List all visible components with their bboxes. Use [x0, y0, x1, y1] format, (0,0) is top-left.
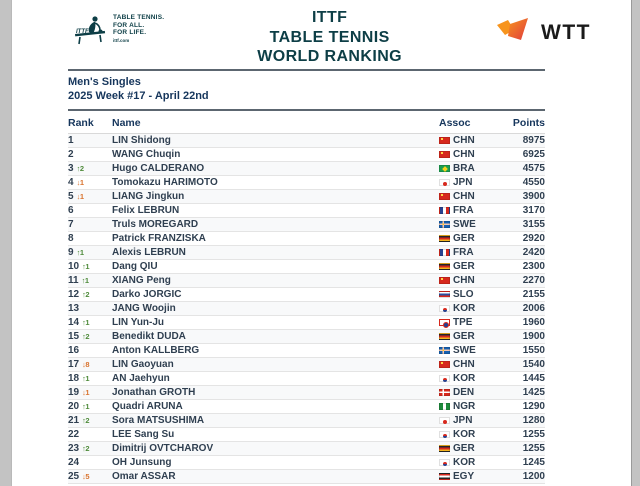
table-row: [68, 456, 545, 470]
assoc-code: GER: [453, 331, 475, 342]
points-value: 3170: [522, 205, 545, 216]
rank-move: ↓1: [82, 388, 90, 397]
rank-value: 4: [68, 177, 74, 188]
rank-value: 1: [68, 135, 74, 146]
table-row: [68, 386, 545, 400]
table-row: [68, 218, 545, 232]
column-header-name: Name: [112, 117, 141, 129]
flag-kor-icon: [439, 305, 450, 312]
points-value: 3155: [522, 219, 545, 230]
rank-value: 6: [68, 205, 74, 216]
rank-move: ↑2: [82, 416, 90, 425]
table-row: [68, 204, 545, 218]
flag-chn-icon: [439, 137, 450, 144]
table-header-row: [68, 111, 545, 134]
rank-move: ↑1: [82, 402, 90, 411]
assoc-code: CHN: [453, 359, 475, 370]
wtt-logo: [495, 16, 591, 49]
flag-kor-icon: [439, 459, 450, 466]
table-row: [68, 428, 545, 442]
points-value: 2270: [522, 275, 545, 286]
rank-move: ↓1: [76, 178, 84, 187]
flag-ger-icon: [439, 235, 450, 242]
ranking-rows: [68, 134, 545, 484]
rank-value: 3: [68, 163, 74, 174]
player-name: Jonathan GROTH: [112, 387, 196, 398]
player-name: Felix LEBRUN: [112, 205, 180, 216]
rank-value: 11: [68, 275, 79, 286]
flag-kor-icon: [439, 375, 450, 382]
flag-chn-icon: [439, 277, 450, 284]
flag-jpn-icon: [439, 179, 450, 186]
assoc-code: KOR: [453, 457, 476, 468]
flag-swe-icon: [439, 221, 450, 228]
rank-move: ↑1: [82, 318, 90, 327]
assoc-code: CHN: [453, 191, 475, 202]
table-row: [68, 274, 545, 288]
rank-move: ↑1: [81, 276, 89, 285]
rank-move: ↑1: [82, 262, 90, 271]
points-value: 1245: [522, 457, 545, 468]
assoc-code: NGR: [453, 401, 476, 412]
rank-move: ↑2: [82, 290, 90, 299]
rank-value: 17: [68, 359, 80, 370]
rank-value: 2: [68, 149, 74, 160]
assoc-code: SWE: [453, 219, 476, 230]
rank-value: 7: [68, 219, 74, 230]
table-row: [68, 372, 545, 386]
player-name: Anton KALLBERG: [112, 345, 200, 356]
week-label: 2025 Week #17 - April 22nd: [68, 90, 209, 102]
table-row: [68, 330, 545, 344]
assoc-code: EGY: [453, 471, 475, 482]
points-value: 1280: [522, 415, 545, 426]
points-value: 2155: [522, 289, 545, 300]
flag-ger-icon: [439, 445, 450, 452]
points-value: 1255: [522, 429, 545, 440]
player-name: Dang QIU: [112, 261, 158, 272]
points-value: 2300: [522, 261, 545, 272]
flag-swe-icon: [439, 347, 450, 354]
table-row: [68, 176, 545, 190]
ranking-subheader: [68, 71, 545, 109]
points-value: 1960: [522, 317, 545, 328]
flag-fra-icon: [439, 249, 450, 256]
rank-value: 22: [68, 429, 80, 440]
player-name: LEE Sang Su: [112, 429, 175, 440]
rank-move: ↓1: [76, 192, 84, 201]
player-name: Hugo CALDERANO: [112, 163, 205, 174]
player-name: WANG Chuqin: [112, 149, 181, 160]
rank-value: 14: [68, 317, 80, 328]
assoc-code: GER: [453, 233, 475, 244]
table-row: [68, 358, 545, 372]
ittf-tagline-line: TABLE TENNIS.: [113, 14, 165, 21]
rank-value: 10: [68, 261, 80, 272]
rank-value: 19: [68, 387, 80, 398]
event-title: Men's Singles: [68, 76, 141, 88]
player-name: Darko JORGIC: [112, 289, 182, 300]
table-row: [68, 288, 545, 302]
assoc-code: GER: [453, 261, 475, 272]
assoc-code: FRA: [453, 247, 474, 258]
assoc-code: KOR: [453, 429, 476, 440]
flag-kor-icon: [439, 431, 450, 438]
player-name: JANG Woojin: [112, 303, 176, 314]
player-name: Omar ASSAR: [112, 471, 176, 482]
title-line-1: ITTF: [311, 9, 348, 26]
table-row: [68, 134, 545, 148]
flag-bra-icon: [439, 165, 450, 172]
page-header: [12, 0, 631, 64]
title-line-2: TABLE TENNIS: [269, 28, 390, 46]
flag-slo-icon: [439, 291, 450, 298]
table-row: [68, 162, 545, 176]
points-value: 2420: [522, 247, 545, 258]
column-header-assoc: Assoc: [439, 117, 471, 129]
page-title: [257, 8, 402, 67]
flag-den-icon: [439, 389, 450, 396]
flag-ger-icon: [439, 333, 450, 340]
player-name: AN Jaehyun: [112, 373, 170, 384]
player-name: LIN Yun-Ju: [112, 317, 165, 328]
player-name: LIN Gaoyuan: [112, 359, 174, 370]
assoc-code: GER: [453, 443, 475, 454]
rank-value: 13: [68, 303, 80, 314]
assoc-code: KOR: [453, 373, 476, 384]
flag-tpe-icon: [439, 319, 450, 326]
player-name: Quadri ARUNA: [112, 401, 183, 412]
rank-value: 20: [68, 401, 80, 412]
assoc-code: SLO: [453, 289, 474, 300]
points-value: 2920: [522, 233, 545, 244]
assoc-code: JPN: [453, 415, 473, 426]
ranking-card: [11, 0, 632, 486]
table-row: [68, 190, 545, 204]
rank-value: 18: [68, 373, 80, 384]
rank-move: ↓5: [82, 472, 90, 481]
player-name: LIN Shidong: [112, 135, 171, 146]
ittf-url-text: ittf.com: [113, 37, 130, 43]
table-row: [68, 246, 545, 260]
rank-move: ↑1: [82, 374, 90, 383]
ittf-tagline-line: FOR LIFE.: [113, 29, 147, 36]
flag-chn-icon: [439, 193, 450, 200]
table-row: [68, 344, 545, 358]
points-value: 1445: [522, 373, 545, 384]
table-row: [68, 400, 545, 414]
flag-jpn-icon: [439, 417, 450, 424]
flag-ger-icon: [439, 263, 450, 270]
player-name: XIANG Peng: [112, 275, 171, 286]
svg-text:ITTF: ITTF: [76, 29, 89, 35]
table-row: [68, 260, 545, 274]
ittf-tagline-line: FOR ALL.: [113, 21, 145, 29]
player-name: Benedikt DUDA: [112, 331, 186, 342]
rank-value: 21: [68, 415, 80, 426]
rank-value: 5: [68, 191, 74, 202]
points-value: 1900: [522, 331, 545, 342]
points-value: 4550: [522, 177, 545, 188]
flag-chn-icon: [439, 151, 450, 158]
rank-move: ↑2: [76, 164, 84, 173]
points-value: 8975: [522, 135, 545, 146]
rank-value: 23: [68, 443, 80, 454]
title-line-3: WORLD RANKING: [257, 48, 402, 65]
table-row: [68, 470, 545, 484]
player-name: Dimitrij OVTCHAROV: [112, 443, 214, 454]
rank-value: 25: [68, 471, 80, 482]
player-name: Alexis LEBRUN: [112, 247, 186, 258]
points-value: 1290: [522, 401, 545, 412]
rank-move: ↑2: [82, 332, 90, 341]
assoc-code: CHN: [453, 275, 475, 286]
player-name: Truls MOREGARD: [112, 219, 199, 230]
assoc-code: KOR: [453, 303, 476, 314]
wtt-flame-icon: [495, 16, 535, 49]
column-header-points: Points: [512, 117, 545, 129]
wtt-label: WTT: [541, 20, 591, 44]
assoc-code: FRA: [453, 205, 474, 216]
rank-value: 12: [68, 289, 80, 300]
points-value: 1550: [522, 345, 545, 356]
points-value: 2006: [522, 303, 545, 314]
rank-value: 15: [68, 331, 80, 342]
table-row: [68, 232, 545, 246]
rank-value: 9: [68, 247, 74, 258]
flag-ngr-icon: [439, 403, 450, 410]
points-value: 6925: [522, 149, 545, 160]
column-header-rank: Rank: [68, 117, 94, 129]
points-value: 4575: [522, 163, 545, 174]
table-row: [68, 442, 545, 456]
table-row: [68, 148, 545, 162]
points-value: 3900: [522, 191, 545, 202]
assoc-code: TPE: [453, 317, 473, 328]
rank-move: ↑1: [76, 248, 84, 257]
flag-fra-icon: [439, 207, 450, 214]
table-row: [68, 316, 545, 330]
assoc-code: BRA: [453, 163, 475, 174]
flag-egy-icon: [439, 473, 450, 480]
points-value: 1255: [522, 443, 545, 454]
rank-value: 16: [68, 345, 80, 356]
player-name: OH Junsung: [112, 457, 172, 468]
player-name: Tomokazu HARIMOTO: [112, 177, 218, 188]
assoc-code: CHN: [453, 135, 475, 146]
flag-chn-icon: [439, 361, 450, 368]
table-row: [68, 414, 545, 428]
rank-value: 8: [68, 233, 74, 244]
assoc-code: JPN: [453, 177, 473, 188]
points-value: 1540: [522, 359, 545, 370]
ittf-player-icon: [74, 14, 108, 51]
player-name: Patrick FRANZISKA: [112, 233, 206, 244]
rank-value: 24: [68, 457, 80, 468]
rank-move: ↑2: [82, 444, 90, 453]
rank-move: ↓8: [82, 360, 90, 369]
assoc-code: SWE: [453, 345, 476, 356]
ittf-logo: [74, 14, 164, 51]
points-value: 1200: [522, 471, 545, 482]
points-value: 1425: [522, 387, 545, 398]
assoc-code: DEN: [453, 387, 475, 398]
player-name: Sora MATSUSHIMA: [112, 415, 205, 426]
assoc-code: CHN: [453, 149, 475, 160]
table-row: [68, 302, 545, 316]
player-name: LIANG Jingkun: [112, 191, 185, 202]
